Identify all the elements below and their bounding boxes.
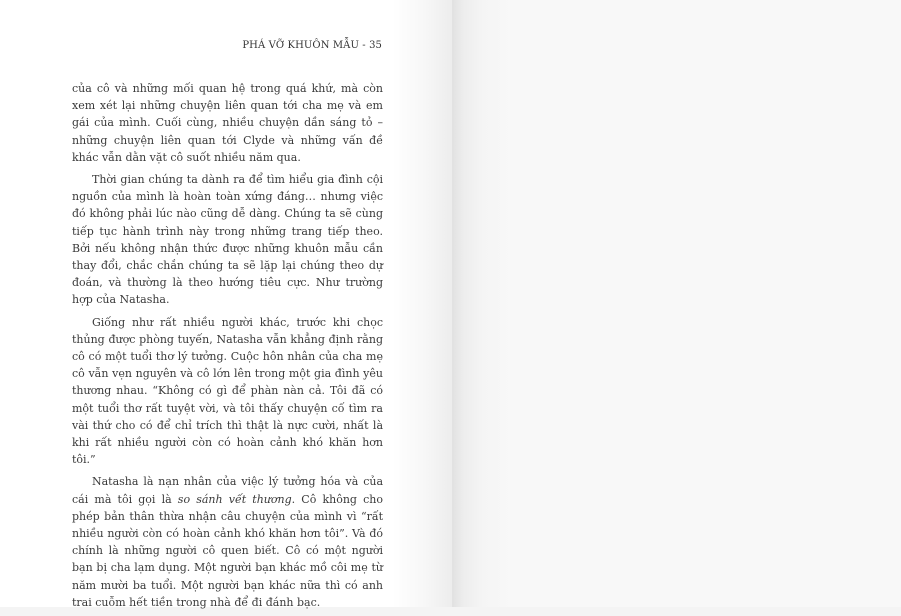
paragraph-2: Thời gian chúng ta dành ra để tìm hiểu gia đình cội nguồn của mình là hoàn toàn xứng đáng… nhưng việc đó không phải lúc nào cũng dễ dàng. Chúng ta sẽ cùng tiếp tục hành trình này trong những trang tiếp theo. Bởi nếu không nhận thức được những khuôn mẫu cần thay đổi, chắc chắn chúng ta sẽ lặp lại chúng theo dự đoán, và thường là theo hướng tiêu cực. Như trường hợp của Natasha.	[72, 173, 383, 307]
paragraph-4	[72, 473, 383, 611]
paragraph-4-italic-term: so sánh vết thương	[177, 492, 292, 506]
paragraph-3: Giống như rất nhiều người khác, trước khi chọc thủng được phòng tuyến, Natasha vẫn khẳng định rằng cô có một tuổi thơ lý tưởng. Cuộc hôn nhân của cha mẹ cô vẫn vẹn nguyên và cô lớn lên trong một gia đình yêu thương nhau. “Không có gì để phàn nàn cả. Tôi đã có một tuổi thơ rất tuyệt vời, và tôi thấy chuyện cố tìm ra vài thứ cho có để chỉ trích thì thật là nực cười, nhất là khi rất nhiều người còn có hoàn cảnh khó khăn hơn tôi.”	[72, 315, 383, 467]
paragraph-4-start: Natasha là nạn nhân của việc lý tưởng hóa và của cái mà tôi gọi là	[72, 475, 383, 506]
running-head: PHÁ VỠ KHUÔN MẪU - 35	[242, 40, 382, 51]
left-page	[0, 0, 452, 607]
paragraph-1: của cô và những mối quan hệ trong quá khứ, mà còn xem xét lại những chuyện liên quan tới cha mẹ và em gái của mình. Cuối cùng, nhiều chuyện dần sáng tỏ – những chuyện liên quan tới Clyde và những vấn đề khác vẫn dằn vặt cô suốt nhiều năm qua.	[72, 82, 383, 164]
body-text	[72, 80, 383, 616]
right-page	[453, 0, 901, 607]
paragraph-4-end: . Cô không cho phép bản thân thừa nhận câu chuyện của mình vì “rất nhiều người còn có hoàn cảnh khó khăn hơn tôi”. Và đó chính là những người cô quen biết. Cô có một người bạn bị cha lạm dụng. Một người bạn khác mồ côi mẹ từ năm mười ba tuổi. Một người bạn khác nữa thì có anh trai cuỗm hết tiền trong nhà để đi đánh bạc.	[72, 492, 383, 609]
